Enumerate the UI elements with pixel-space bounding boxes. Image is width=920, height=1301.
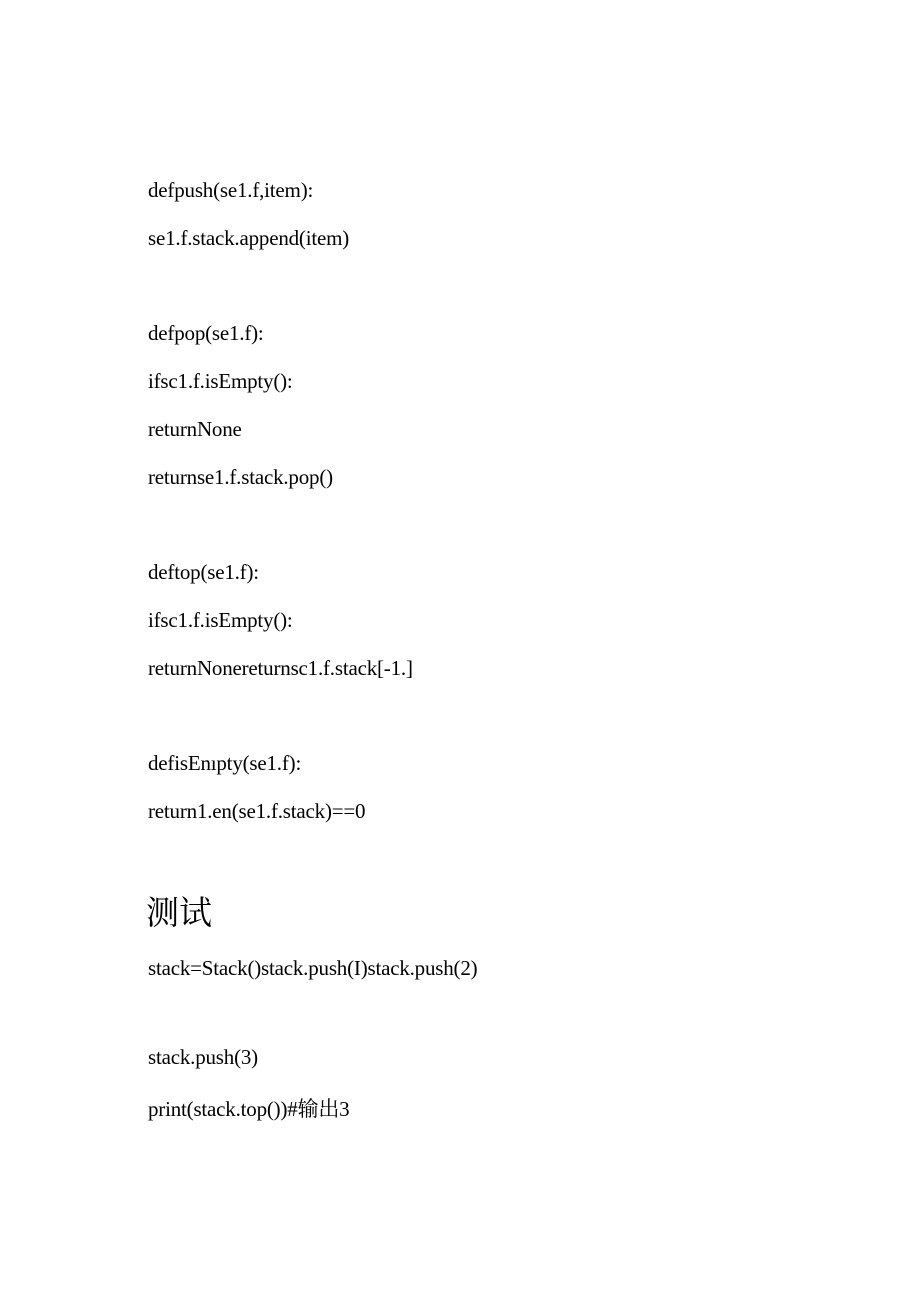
test-line-1: stack=Stack()stack.push(I)stack.push(2) — [148, 956, 478, 980]
code-line-push-body: se1.f.stack.append(item) — [148, 226, 350, 250]
test-heading: 测试 — [146, 893, 212, 932]
code-line-pop-return-none: returnNone — [148, 417, 242, 441]
code-line-isempty-return: return1.en(se1.f.stack)==0 — [148, 799, 366, 823]
code-line-top-return: returnNonereturnsc1.f.stack[-1.] — [148, 656, 413, 680]
test-line-3: print(stack.top())#输出3 — [148, 1097, 350, 1121]
code-line-push-def: defpush(se1.f,item): — [148, 178, 314, 202]
code-line-top-if: ifsc1.f.isEmpty(): — [148, 608, 293, 632]
code-line-pop-def: defpop(se1.f): — [148, 321, 264, 345]
code-line-top-def: deftop(se1.f): — [148, 560, 259, 584]
test-line-2: stack.push(3) — [148, 1045, 258, 1069]
code-line-pop-return: returnse1.f.stack.pop() — [148, 465, 333, 489]
code-line-pop-if: ifsc1.f.isEmpty(): — [148, 369, 293, 393]
code-line-isempty-def: defisEnıpty(se1.f): — [148, 751, 302, 775]
